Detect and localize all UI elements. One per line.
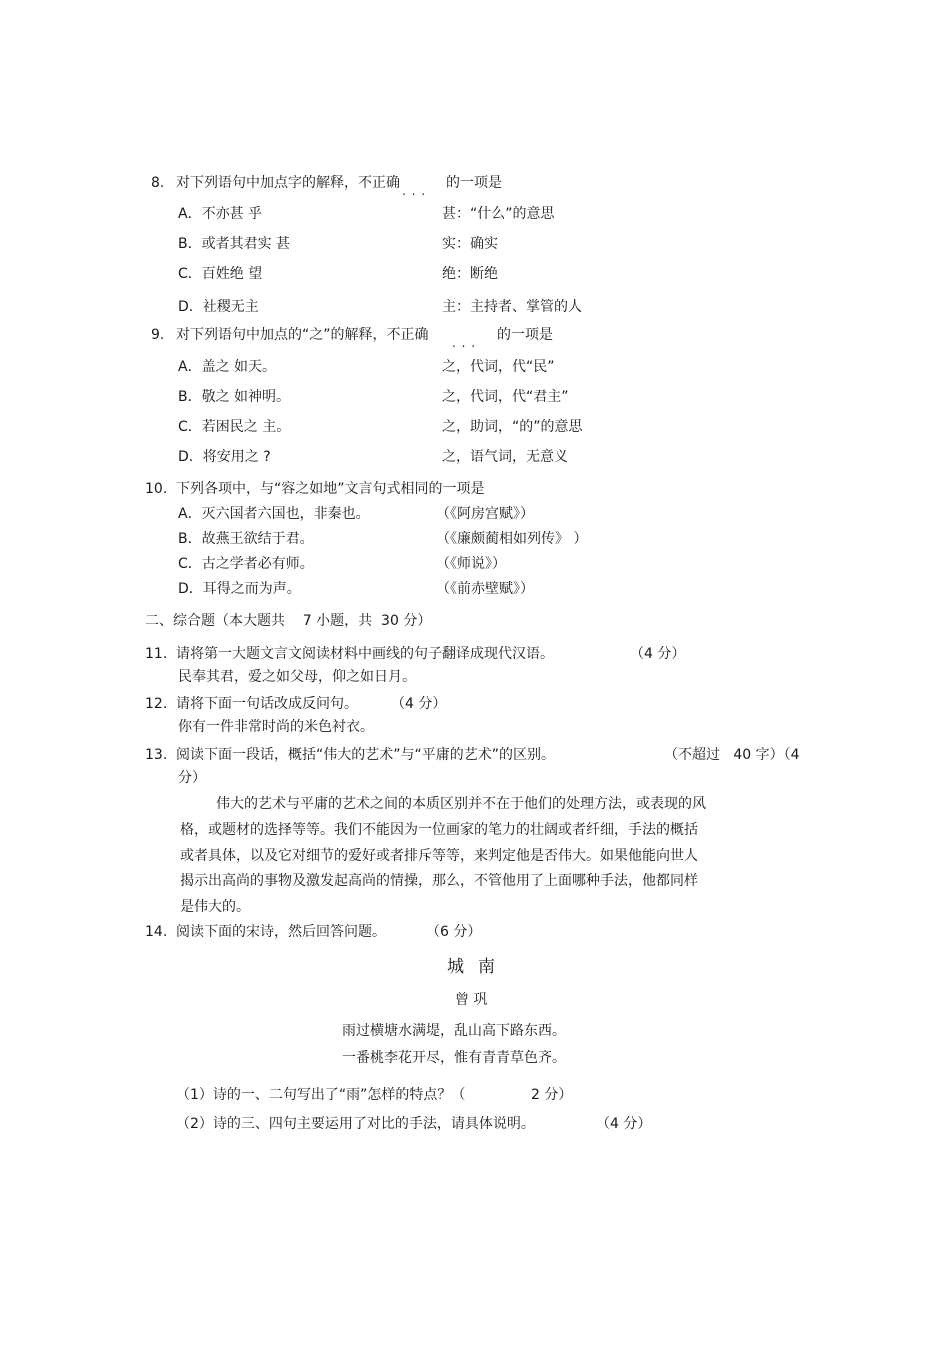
q14-score: （6 分） xyxy=(426,924,482,940)
poem-line: 一番桃李花开尽，惟有青青草色齐。 xyxy=(342,1050,566,1066)
q11-number: 11. xyxy=(145,646,168,662)
q13-passage-line: 揭示出高尚的事物及激发起高尚的情操，那么，不管他用了上面哪种手法，他都同样 xyxy=(180,873,698,889)
q9-stem-tail: 的一项是 xyxy=(497,327,553,343)
q10-number: 10. xyxy=(145,481,168,497)
q10-source-b: （《廉颇蔺相如列传》 ） xyxy=(436,531,588,547)
q10-source-c: （《师说》） xyxy=(436,556,506,572)
q10-stem: 下列各项中，与“容之如地”文言句式相同的一项是 xyxy=(176,481,485,497)
q11-score: （4 分） xyxy=(630,646,686,662)
q11-text: 请将第一大题文言文阅读材料中画线的句子翻译成现代汉语。 xyxy=(176,646,554,662)
q8-gloss-b: 实：确实 xyxy=(442,236,498,252)
q10-option-b: B．故燕王欲结于君。 xyxy=(178,531,314,547)
q13-score-continued: 分） xyxy=(178,770,206,786)
q13-passage-line: 伟大的艺术与平庸的艺术之间的本质区别并不在于他们的处理方法，或表现的风 xyxy=(216,796,706,812)
q14-sub-question-1: （1）诗的一、二句写出了“雨”怎样的特点？（ xyxy=(176,1087,466,1103)
q14-sub-question-2: （2）诗的三、四句主要运用了对比的手法，请具体说明。 xyxy=(176,1116,535,1132)
q13-passage-line: 或者具体，以及它对细节的爱好或者排斥等等，来判定他是否伟大。如果他能向世人 xyxy=(180,848,698,864)
q9-gloss-d: 之，语气词，无意义 xyxy=(442,449,568,465)
q14-number: 14. xyxy=(145,924,168,940)
q11-sentence: 民奉其君，爱之如父母，仰之如日月。 xyxy=(178,669,416,685)
q10-option-c: C．古之学者必有师。 xyxy=(178,556,314,572)
q8-emphasis-dots: . . . xyxy=(402,184,427,198)
q13-score: （不超过 40 字）（4 xyxy=(664,747,800,763)
q8-option-a: A．不亦甚 乎 xyxy=(178,206,263,222)
q9-gloss-a: 之，代词，代“民” xyxy=(442,359,555,375)
q8-number: 8. xyxy=(151,175,165,191)
q13-passage-line: 格，或题材的选择等等。我们不能因为一位画家的笔力的壮阔或者纤细，手法的概括 xyxy=(180,822,698,838)
q8-stem-tail: 的一项是 xyxy=(446,175,502,191)
q10-option-d: D．耳得之而为声。 xyxy=(178,581,301,597)
q14-sub-score-1: 2 分） xyxy=(531,1087,573,1103)
q10-source-a: （《阿房宫赋》） xyxy=(436,506,534,522)
q14-text: 阅读下面的宋诗，然后回答问题。 xyxy=(176,924,386,940)
q9-option-b: B．敬之 如神明。 xyxy=(178,389,291,405)
q12-score: （4 分） xyxy=(391,696,447,712)
q9-gloss-b: 之，代词，代“君主” xyxy=(442,389,569,405)
q10-option-a: A．灭六国者六国也，非秦也。 xyxy=(178,506,370,522)
q8-gloss-d: 主：主持者、掌管的人 xyxy=(442,299,582,315)
q10-source-d: （《前赤壁赋》） xyxy=(436,581,534,597)
poem-author: 曾 巩 xyxy=(455,992,488,1008)
q13-passage-line: 是伟大的。 xyxy=(180,899,250,915)
q9-emphasis-dots: . . . xyxy=(452,336,477,350)
q9-option-a: A．盖之 如天。 xyxy=(178,359,277,375)
q8-gloss-a: 甚：“什么”的意思 xyxy=(442,206,555,222)
section-heading: 二、综合题（本大题共 7 小题，共 30 分） xyxy=(145,613,432,629)
q8-option-d: D．社稷无主 xyxy=(178,299,259,315)
q9-number: 9. xyxy=(151,327,165,343)
q13-text: 阅读下面一段话，概括“伟大的艺术”与“平庸的艺术”的区别。 xyxy=(176,747,556,763)
q9-option-c: C．若困民之 主。 xyxy=(178,419,291,435)
q14-sub-score-2: （4 分） xyxy=(596,1116,652,1132)
q12-text: 请将下面一句话改成反问句。 xyxy=(176,696,358,712)
q8-gloss-c: 绝：断绝 xyxy=(442,266,498,282)
q9-gloss-c: 之，助词，“的”的意思 xyxy=(442,419,583,435)
q8-stem: 对下列语句中加点字的解释，不正确 xyxy=(176,175,400,191)
q8-option-b: B．或者其君实 甚 xyxy=(178,236,291,252)
q8-option-c: C．百姓绝 望 xyxy=(178,266,263,282)
poem-line: 雨过横塘水满堤，乱山高下路东西。 xyxy=(342,1023,566,1039)
q12-number: 12. xyxy=(145,696,168,712)
q9-stem: 对下列语句中加点的“之”的解释，不正确 xyxy=(176,327,429,343)
q9-option-d: D．将安用之 ? xyxy=(178,449,271,465)
poem-title: 城南 xyxy=(447,957,509,977)
q13-number: 13. xyxy=(145,747,168,763)
q12-sentence: 你有一件非常时尚的米色衬衣。 xyxy=(178,719,374,735)
